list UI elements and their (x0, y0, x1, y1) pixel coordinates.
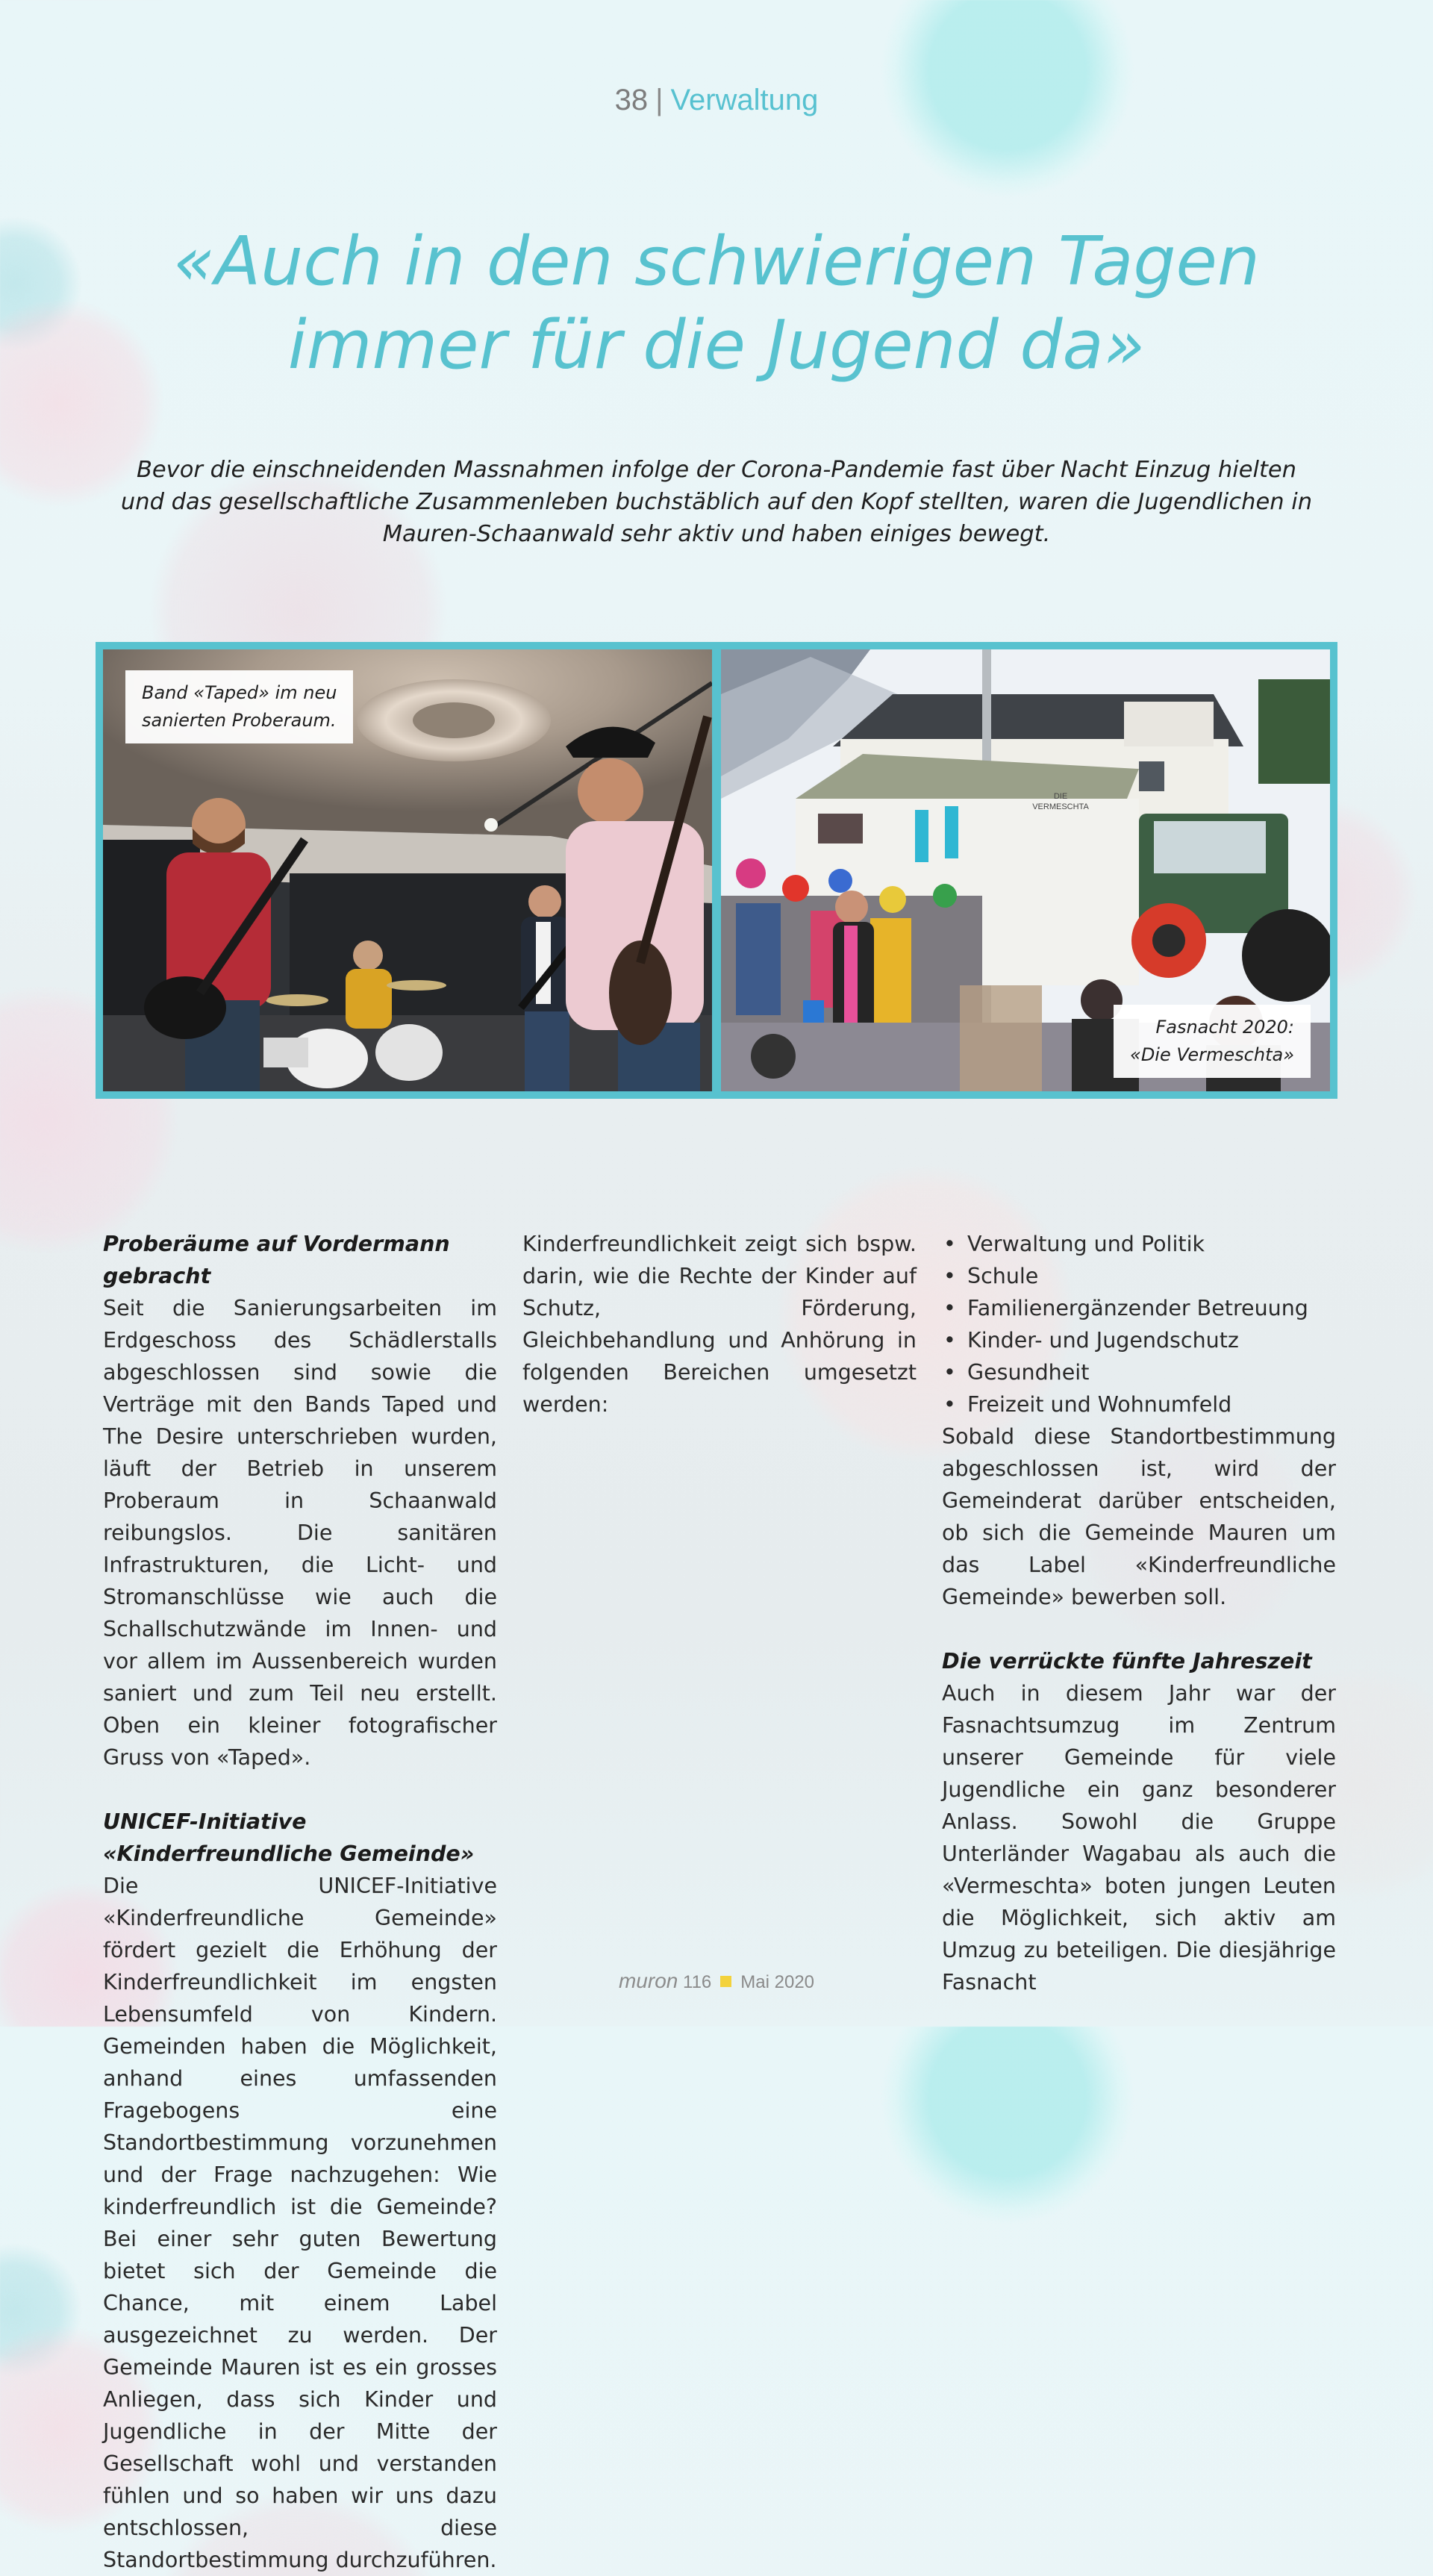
caption-fasnacht (1114, 1005, 1311, 1078)
page-footer (0, 1969, 1433, 1993)
footer-square-icon (720, 1976, 731, 1987)
list-item: • Freizeit und Wohnumfeld (942, 1388, 1336, 1420)
article-column-1 (103, 1228, 497, 2576)
wagon-sign-line-2: VERMESCHTA (1032, 802, 1089, 811)
caption-fasnacht-line-2: «Die Vermeschta» (1130, 1044, 1294, 1065)
wagon-sign-line-1: DIE (1053, 792, 1068, 801)
magazine-name: muron (618, 1969, 678, 1992)
list-item: • Gesundheit (942, 1356, 1336, 1388)
list-item: • Kinder- und Jugendschutz (942, 1324, 1336, 1356)
bereiche-list (942, 1228, 1336, 1420)
caption-fasnacht-line-1: Fasnacht 2020: (1155, 1017, 1294, 1038)
caption-band (125, 670, 353, 743)
list-item: • Familienergänzender Betreuung (942, 1292, 1336, 1324)
caption-band-line-2: sanierten Proberaum. (142, 710, 337, 731)
section-heading-unicef: UNICEF-Initiative «Kinderfreundliche Gemeinde» (103, 1809, 475, 1866)
title-line-1: «Auch in den schwierigen Tagen (173, 222, 1260, 301)
section-name: Verwaltung (670, 84, 819, 116)
header-separator: | (655, 84, 664, 116)
section-text-unicef-b: Kinderfreundlichkeit zeigt sich bspw. darin, wie die Rechte der Kinder auf Schutz, Förderung, Gleichbehandlung und Anhörung in folgenden Bereichen umgesetzt werden: (522, 1232, 917, 1417)
photo-fasnacht (721, 649, 1330, 1091)
photo-band (103, 649, 712, 1091)
section-text-unicef-c: Sobald diese Standortbestimmung abgeschlossen ist, wird der Gemeinderat darüber entscheiden, ob sich die Gemeinde Mauren um das Label «Kinderfreundliche Gemeinde» bewerben soll. (942, 1424, 1336, 1609)
section-heading-fasnacht: Die verrückte fünfte Jahreszeit (942, 1649, 1312, 1674)
issue-number: 116 (683, 1972, 712, 1992)
article-lead: Bevor die einschneidenden Massnahmen infolge der Corona-Pandemie fast über Nacht Einzug hielten und das gesellschaftliche Zusammenleben buchstäblich auf den Kopf stellten, waren die Jugendlichen in Mauren-Schaanwald sehr aktiv und haben einiges bewegt. (120, 457, 1313, 547)
section-text-unicef-a: Die UNICEF-Initiative «Kinderfreundliche Gemeinde» fördert gezielt die Erhöhung der Kinderfreundlichkeit im engsten Lebensumfeld von Kindern. Gemeinden haben die Möglichkeit, anhand eines umfassenden Fragebogens eine Standortbestimmung vorzunehmen und der Frage nachzugehen: Wie kinderfreundlich ist die Gemeinde? Bei einer sehr guten Bewertung bietet sich der Gemeinde die Chance, mit einem Label ausgezeichnet zu werden. Der Gemeinde Mauren ist es ein grosses Anliegen, dass sich Kinder und Jugendliche in der Mitte der Gesellschaft wohl und verstanden fühlen und so haben wir uns dazu entschlossen, diese Standortbestimmung durchzuführen. (103, 1874, 497, 2572)
page-number: 38 (614, 84, 649, 116)
section-text-proberaeume: Seit die Sanierungsarbeiten im Erdgeschoss des Schädlerstalls abgeschlossen sind sowie die Verträge mit den Bands Taped und The Desire unterschrieben wurden, läuft der Betrieb in unserem Proberaum in Schaanwald reibungslos. Die sanitären Infrastrukturen, die Licht- und Stromanschlüsse wie auch die Schallschutzwände im Innen- und vor allem im Aussenbereich wurden saniert und zum Teil neu erstellt. Oben ein kleiner fotografischer Gruss von «Taped». (103, 1296, 497, 1770)
issue-date: Mai 2020 (740, 1972, 815, 1992)
section-text-fasnacht: Auch in diesem Jahr war der Fasnachtsumzug im Zentrum unserer Gemeinde für viele Jugendliche ein ganz besonderer Anlass. Sowohl die Gruppe Unterländer Wagabau als auch die «Vermeschta» boten jungen Leuten die Möglichkeit, sich aktiv am Umzug zu beteiligen. Die diesjährige Fasnacht (942, 1681, 1336, 1995)
list-item: • Verwaltung und Politik (942, 1228, 1336, 1260)
article-column-2 (522, 1228, 917, 1420)
article-title (119, 220, 1314, 387)
section-heading-proberaeume: Proberäume auf Vordermann gebracht (103, 1232, 450, 1288)
title-line-2: immer für die Jugend da» (287, 306, 1146, 384)
photo-frame (96, 642, 1337, 1099)
page-header (0, 84, 1433, 117)
caption-band-line-1: Band «Taped» im neu (142, 682, 337, 703)
list-item: • Schule (942, 1260, 1336, 1292)
article-column-3 (942, 1228, 1336, 1998)
